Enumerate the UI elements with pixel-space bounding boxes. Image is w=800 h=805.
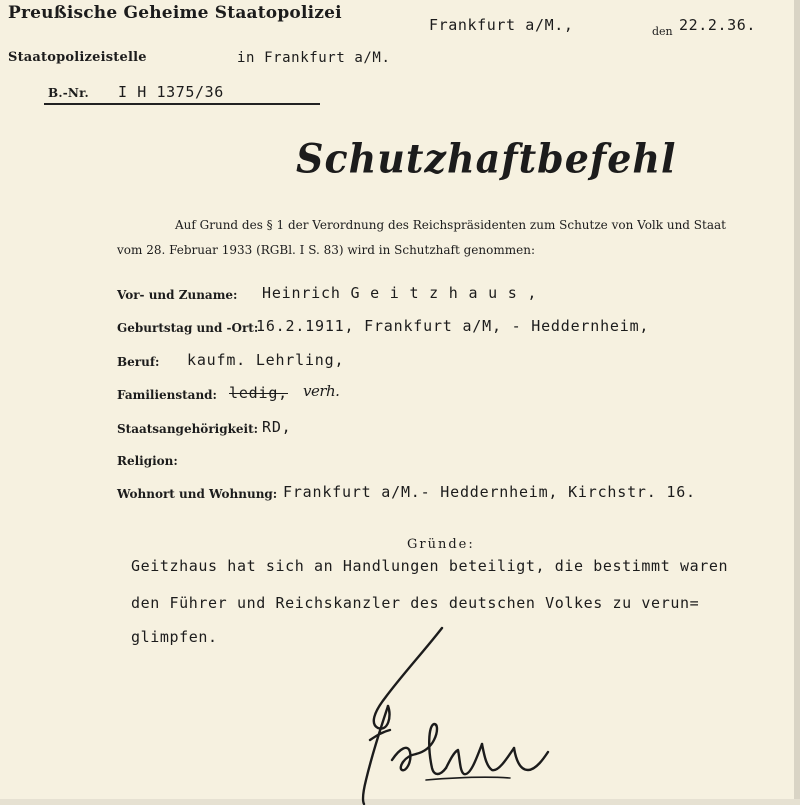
issue-city: Frankfurt a/M., <box>429 16 574 34</box>
paper-edge <box>794 0 800 805</box>
office-city: in Frankfurt a/M. <box>237 50 391 66</box>
intro-line-2: vom 28. Februar 1933 (RGBl. I S. 83) wird in Schutzhaft genommen: <box>117 243 535 257</box>
reference-value: I H 1375/36 <box>118 83 224 101</box>
birth-label: Geburtstag und -Ort: <box>117 321 259 335</box>
date-prefix: den <box>652 25 673 38</box>
reason-line-1: Geitzhaus hat sich an Handlungen beteiligt, die bestimmt waren <box>131 557 729 575</box>
reason-line-3: glimpfen. <box>131 628 218 646</box>
religion-label: Religion: <box>117 454 178 468</box>
occupation-value: kaufm. Lehrling, <box>187 351 345 369</box>
office-label: Staatopolizeistelle <box>8 50 147 65</box>
nationality-value: RD, <box>262 418 292 436</box>
family-status-value: ledig, <box>229 384 288 402</box>
reasons-title: Gründe: <box>407 537 475 552</box>
family-status-handwritten-correction: verh. <box>303 382 340 400</box>
issue-date: 22.2.36. <box>679 16 757 34</box>
document-title: Schutzhaftbefehl <box>296 134 677 183</box>
intro-line-1: Auf Grund des § 1 der Verordnung des Reichspräsidenten zum Schutze von Volk und Staat <box>175 218 726 232</box>
reason-line-2: den Führer und Reichskanzler des deutschen Volkes zu verun= <box>131 594 700 612</box>
reference-label: B.-Nr. <box>48 86 89 100</box>
agency-name: Preußische Geheime Staatopolizei <box>8 3 342 23</box>
occupation-label: Beruf: <box>117 355 160 369</box>
name-value: Heinrich G e i t z h a u s , <box>262 284 538 302</box>
residence-label: Wohnort und Wohnung: <box>117 487 278 501</box>
family-status-label: Familienstand: <box>117 388 217 402</box>
nationality-label: Staatsangehörigkeit: <box>117 422 259 436</box>
handwritten-signature <box>330 620 590 805</box>
reference-underline <box>44 103 320 105</box>
birth-value: 16.2.1911, Frankfurt a/M, - Heddernheim, <box>256 317 650 335</box>
name-label: Vor- und Zuname: <box>117 288 238 302</box>
residence-value: Frankfurt a/M.- Heddernheim, Kirchstr. 16. <box>283 483 696 501</box>
